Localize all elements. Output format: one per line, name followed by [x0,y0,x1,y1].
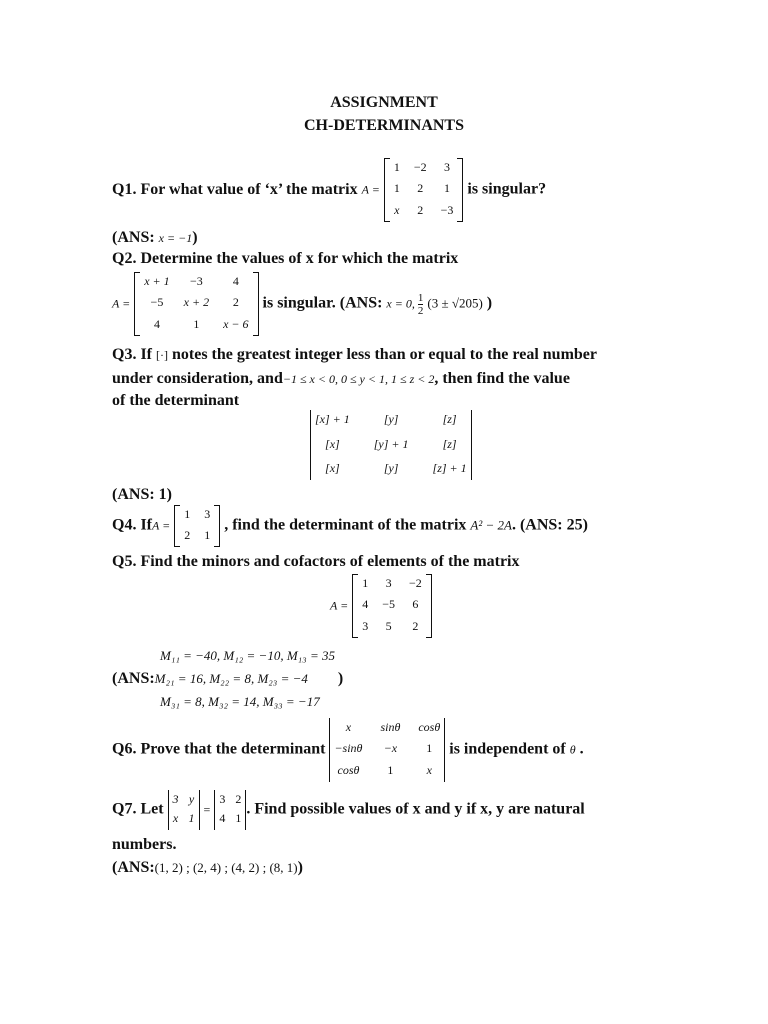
matrix-cell-r2c2: −5 [382,597,395,612]
matrix-cell-r3c2: 1 [387,762,394,777]
q3-line2 [112,370,570,388]
q5-ans-close: ) [337,670,344,687]
matrix-cell-r1c2: −3 [189,274,203,288]
q3-determinant [310,410,472,480]
q4-matrix-grid [180,505,214,547]
q1-text: Q1. For what value of ‘x’ the matrix [112,180,358,198]
matrix-cell-r1c2: 3 [385,576,392,590]
q4-matrix [174,505,220,547]
matrix-cell-r3c3: x − 6 [223,316,249,331]
q7-ans-math: (1, 2) ; (2, 4) ; (4, 2) ; (8, 1) [154,860,298,875]
q6-det-grid [330,718,444,782]
assignment-title: ASSIGNMENT [330,94,438,111]
q2-fraction [418,292,424,317]
q2-frac-num: 1 [417,291,424,304]
matrix-cell-r3c2: 2 [417,202,424,217]
q2-ans-paren: (3 ± √205) [427,295,483,311]
matrix-cell-r1c2: −2 [413,160,427,174]
matrix-cell-r1c1: 1 [184,507,191,521]
q1-ans-label: (ANS: [112,229,155,246]
chapter-title: CH-DETERMINANTS [303,117,464,134]
q3-text-a: Q3. If [112,346,152,363]
matrix-cell-r2c2: −x [383,741,398,756]
matrix-cell-r1c2: y [188,792,195,806]
matrix-cell-r1c2: sinθ [380,720,401,734]
q6-theta: θ [569,742,576,757]
q5-text: Q5. Find the minors and cofactors of elements of the matrix [112,553,520,570]
q5-minors-row2: M₂₁ = 16, M₂₂ = 8, M₂₃ = −4 [154,671,308,686]
matrix-cell-r2c1: 2 [184,528,191,542]
q4-var: A = [152,518,171,533]
q2-matrix [134,272,258,336]
q2-text-b: is singular. (ANS: [262,294,383,312]
matrix-cell-r3c3: −3 [440,202,454,217]
q3-answer: (ANS: 1) [112,486,172,503]
q1-matrix [384,158,464,222]
q7-equals: = [203,802,211,817]
q5-matrix-wrap [330,574,432,638]
matrix-cell-r1c1: x [345,720,352,734]
q3-line2-text: under consideration, and [112,370,283,387]
q3-line1 [112,346,597,364]
q5-var: A = [330,598,349,613]
matrix-cell-r1c2: 2 [235,792,242,806]
matrix-cell-r2c3: [z] [442,436,457,451]
matrix-cell-r2c1: [x] [325,436,340,451]
q2-var: A = [112,296,131,311]
q1-text-b: is singular? [467,180,547,198]
matrix-cell-r3c3: 2 [412,618,419,633]
matrix-cell-r2c2: x + 2 [183,295,210,310]
q7-det-left-grid [169,790,199,830]
matrix-cell-r1c2: [y] [383,412,399,426]
matrix-cell-r2c3: 6 [412,597,419,612]
q5-minors-row3: M₃₁ = 8, M₃₂ = 14, M₃₃ = −17 [160,694,320,709]
q3-line3: of the determinant [112,392,240,409]
matrix-cell-r3c2: 1 [193,316,200,331]
q7-ans-label: (ANS: [112,859,155,876]
q7-det-right [214,790,246,830]
matrix-cell-r2c1: 4 [219,811,226,825]
matrix-cell-r2c1: 4 [362,597,369,612]
q2-frac-den: 2 [417,304,424,317]
matrix-cell-r2c3: 1 [443,181,450,196]
matrix-cell-r2c2: [y] + 1 [373,436,409,451]
matrix-cell-r3c2: [y] [383,461,399,476]
q4-text-a: Q4. If [112,516,152,534]
q5-matrix [352,574,432,638]
q2-ans-close: ) [486,294,493,312]
matrix-cell-r3c1: x [394,202,400,217]
q5-matrix-grid [358,574,426,638]
q1-ans-math: x = −1 [158,231,193,245]
q1-matrix-grid [390,158,458,222]
matrix-cell-r2c2: 1 [204,528,211,542]
q1-ans-close: ) [192,229,198,246]
matrix-cell-r1c3: 3 [443,160,450,174]
matrix-cell-r3c3: [z] + 1 [432,461,467,476]
matrix-cell-r1c3: −2 [409,576,422,590]
q3-text-b: notes the greatest integer less than or equal to the real number [172,346,597,363]
matrix-cell-r1c3: [z] [442,412,457,426]
q7-text-b: . Find possible values of x and y if x, y are natural [246,800,585,818]
q7-ans-close: ) [297,859,303,876]
q4-line [112,505,588,547]
q4-text-c: . (ANS: 25) [511,516,588,534]
q7-text-c: numbers. [112,836,177,853]
matrix-cell-r2c1: 1 [393,181,400,196]
q1-var: A = [361,182,380,197]
q6-text-a: Q6. Prove that the determinant [112,740,326,758]
q1-answer [112,229,198,247]
matrix-cell-r3c1: 4 [153,316,160,331]
matrix-cell-r1c2: 3 [204,507,211,521]
matrix-cell-r2c1: −sinθ [334,741,363,756]
q2-matrix-grid [140,272,252,336]
matrix-cell-r3c1: [x] [325,461,340,476]
matrix-cell-r1c3: 4 [232,274,239,288]
q7-text-a: Q7. Let [112,800,164,818]
matrix-cell-r1c1: [x] + 1 [315,412,350,426]
q4-text-b: , find the determinant of the matrix [224,516,467,534]
q6-period: . [579,740,584,758]
q2-line [112,272,492,336]
q6-determinant [329,718,445,782]
matrix-cell-r2c2: 1 [235,811,242,825]
q3-conditions: −1 ≤ x < 0, 0 ≤ y < 1, 1 ≤ z < 2 [282,372,435,386]
q7-line [112,790,585,830]
q6-line [112,718,584,782]
matrix-cell-r2c3: 2 [232,295,239,310]
matrix-cell-r2c2: 1 [188,811,195,825]
matrix-cell-r2c2: 2 [417,181,424,196]
matrix-cell-r2c3: 1 [426,741,433,756]
q3-line2-b: , then find the value [434,370,570,387]
matrix-cell-r3c1: 3 [362,618,369,633]
q6-text-b: is independent of [449,740,566,758]
matrix-cell-r1c1: x + 1 [144,274,170,288]
q5-minors-row1: M₁₁ = −40, M₁₂ = −10, M₁₃ = 35 [160,648,335,663]
q2-text: Q2. Determine the values of x for which the matrix [112,250,459,267]
matrix-cell-r2c1: −5 [150,295,164,310]
matrix-cell-r1c1: 3 [219,792,226,806]
q5-ans-label: (ANS: [112,670,155,687]
q7-det-right-grid [215,790,245,830]
matrix-cell-r3c2: 5 [385,618,392,633]
q7-det-left [168,790,200,830]
q2-ans-math: x = 0, [386,296,418,311]
matrix-cell-r1c1: 1 [362,576,369,590]
matrix-cell-r3c1: cosθ [337,762,360,777]
q7-answer [112,859,303,877]
q1-line [112,158,546,222]
q3-det-grid [311,410,471,480]
q4-expr: A² − 2A [470,517,512,533]
q3-bracket-symbol: [·] [156,348,168,362]
matrix-cell-r3c3: x [426,762,432,777]
matrix-cell-r2c1: x [172,811,179,825]
q5-answer [112,670,343,688]
matrix-cell-r1c1: 3 [172,792,179,806]
matrix-cell-r1c1: 1 [393,160,400,174]
matrix-cell-r1c3: cosθ [418,720,441,734]
